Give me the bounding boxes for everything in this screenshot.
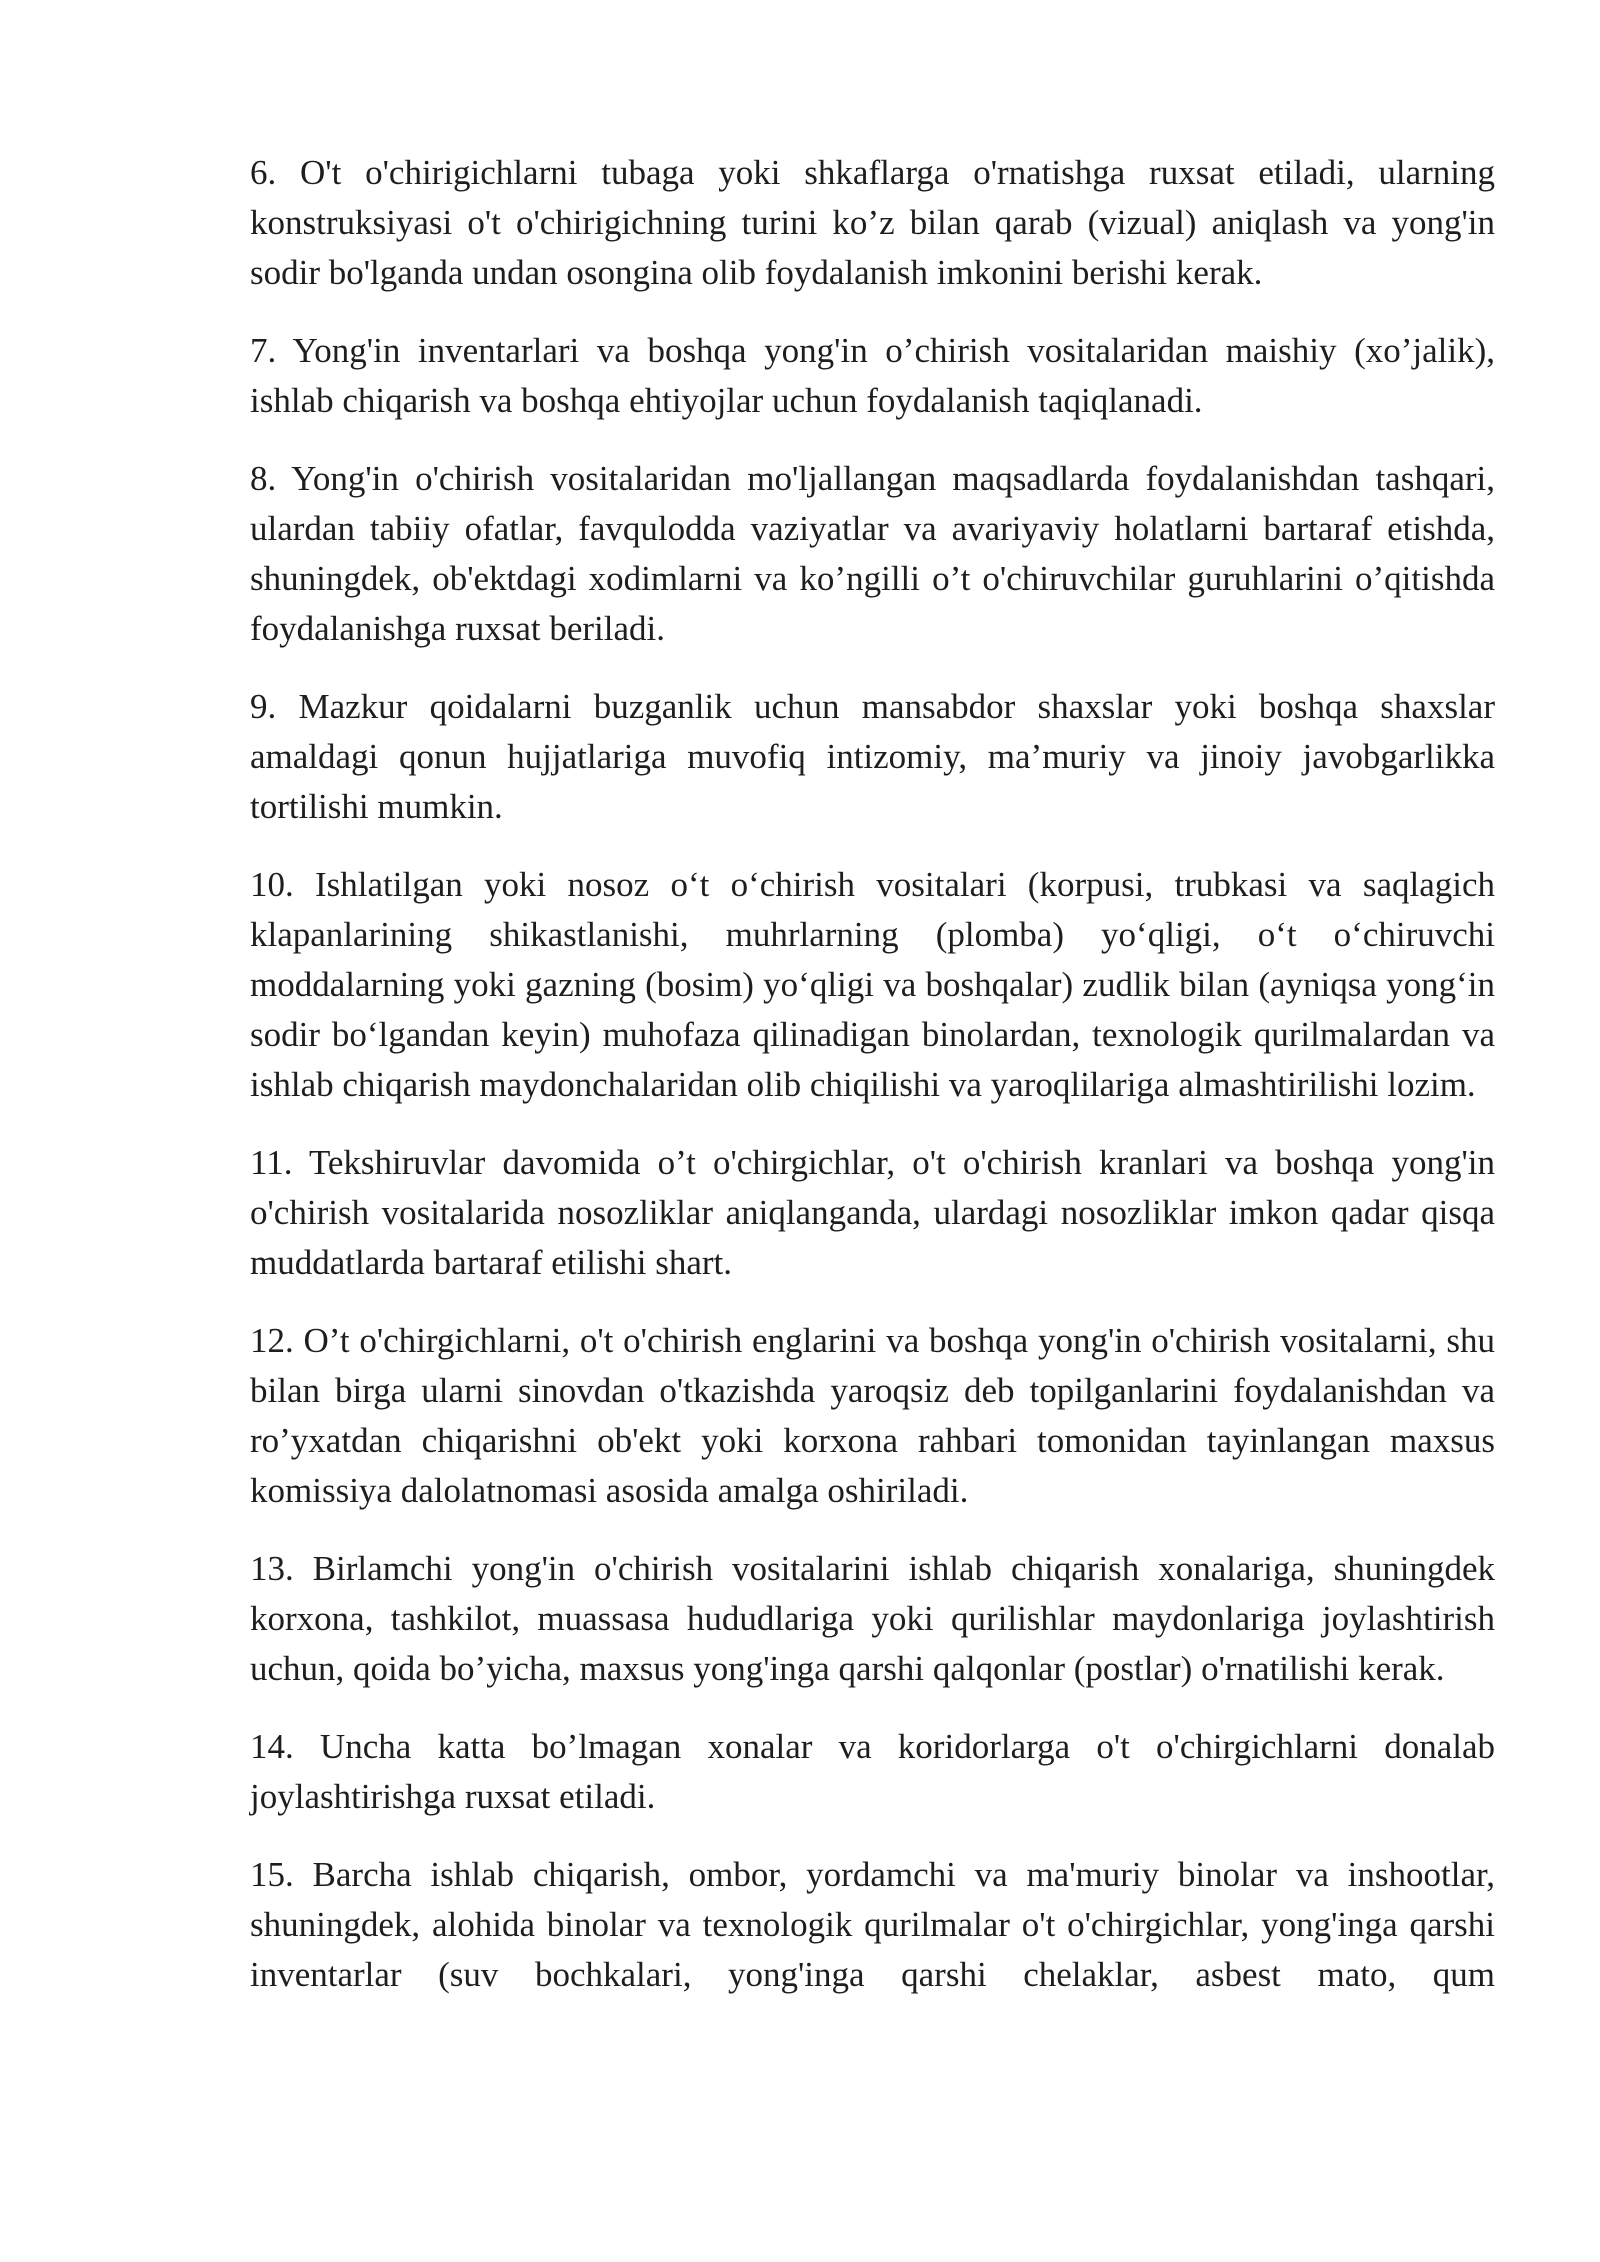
paragraph-13: 13. Birlamchi yong'in o'chirish vositalarini ishlab chiqarish xonalariga, shuningdek korxona, tashkilot, muassasa hududlariga yoki qurilishlar maydonlariga joylashtirish uchun, qoida bo’yicha, maxsus yong'inga qarshi qalqonlar (postlar) o'rnatilishi kerak. (250, 1549, 1495, 1688)
paragraph-12: 12. O’t o'chirgichlarni, o't o'chirish englarini va boshqa yong'in o'chirish vositalarni, shu bilan birga ularni sinovdan o'tkazishda yaroqsiz deb topilganlarini foydalanishdan va ro’yxatdan chiqarishni ob'ekt yoki korxona rahbari tomonidan tayinlangan maxsus komissiya dalolatnomasi asosida amalga oshiriladi. (250, 1321, 1495, 1510)
paragraph-8: 8. Yong'in o'chirish vositalaridan mo'ljallangan maqsadlarda foydalanishdan tashqari, ulardan tabiiy ofatlar, favqulodda vaziyatlar va avariyaviy holatlarni bartaraf etishda, shuningdek, ob'ektdagi xodimlarni va ko’ngilli o’t o'chiruvchilar guruhlarini o’qitishda foydalanishga ruxsat beriladi. (250, 459, 1495, 648)
paragraph-7: 7. Yong'in inventarlari va boshqa yong'in o’chirish vositalaridan maishiy (xo’jalik), ishlab chiqarish va boshqa ehtiyojlar uchun foydalanish taqiqlanadi. (250, 331, 1495, 420)
paragraph-6: 6. O't o'chirigichlarni tubaga yoki shkaflarga o'rnatishga ruxsat etiladi, ularning konstruksiyasi o't o'chirigichning turini ko’z bilan qarab (vizual) aniqlash va yong'in sodir bo'lganda undan osongina olib foydalanish imkonini berishi kerak. (250, 153, 1495, 292)
paragraph-14: 14. Uncha katta bo’lmagan xonalar va koridorlarga o't o'chirgichlarni donalab joylashtirishga ruxsat etiladi. (250, 1727, 1495, 1816)
paragraph-11: 11. Tekshiruvlar davomida o’t o'chirgichlar, o't o'chirish kranlari va boshqa yong'in o'chirish vositalarida nosozliklar aniqlanganda, ulardagi nosozliklar imkon qadar qisqa muddatlarda bartaraf etilishi shart. (250, 1143, 1495, 1282)
paragraph-9: 9. Mazkur qoidalarni buzganlik uchun mansabdor shaxslar yoki boshqa shaxslar amaldagi qonun hujjatlariga muvofiq intizomiy, ma’muriy va jinoiy javobgarlikka tortilishi mumkin. (250, 687, 1495, 826)
paragraph-10: 10. Ishlatilgan yoki nosoz o‘t o‘chirish vositalari (korpusi, trubkasi va saqlagich klapanlarining shikastlanishi, muhrlarning (plomba) yo‘qligi, o‘t o‘chiruvchi moddalarning yoki gazning (bosim) yo‘qligi va boshqalar) zudlik bilan (ayniqsa yong‘in sodir bo‘lgandan keyin) muhofaza qilinadigan binolardan, texnologik qurilmalardan va ishlab chiqarish maydonchalaridan olib chiqilishi va yaroqlilariga almashtirilishi lozim. (250, 865, 1495, 1104)
document-page (250, 148, 1495, 2028)
paragraph-15: 15. Barcha ishlab chiqarish, ombor, yordamchi va ma'muriy binolar va inshootlar, shuningdek, alohida binolar va texnologik qurilmalar o't o'chirgichlar, yong'inga qarshi inventarlar (suv bochkalari, yong'inga qarshi chelaklar, asbest mato, qum (250, 1855, 1495, 1994)
